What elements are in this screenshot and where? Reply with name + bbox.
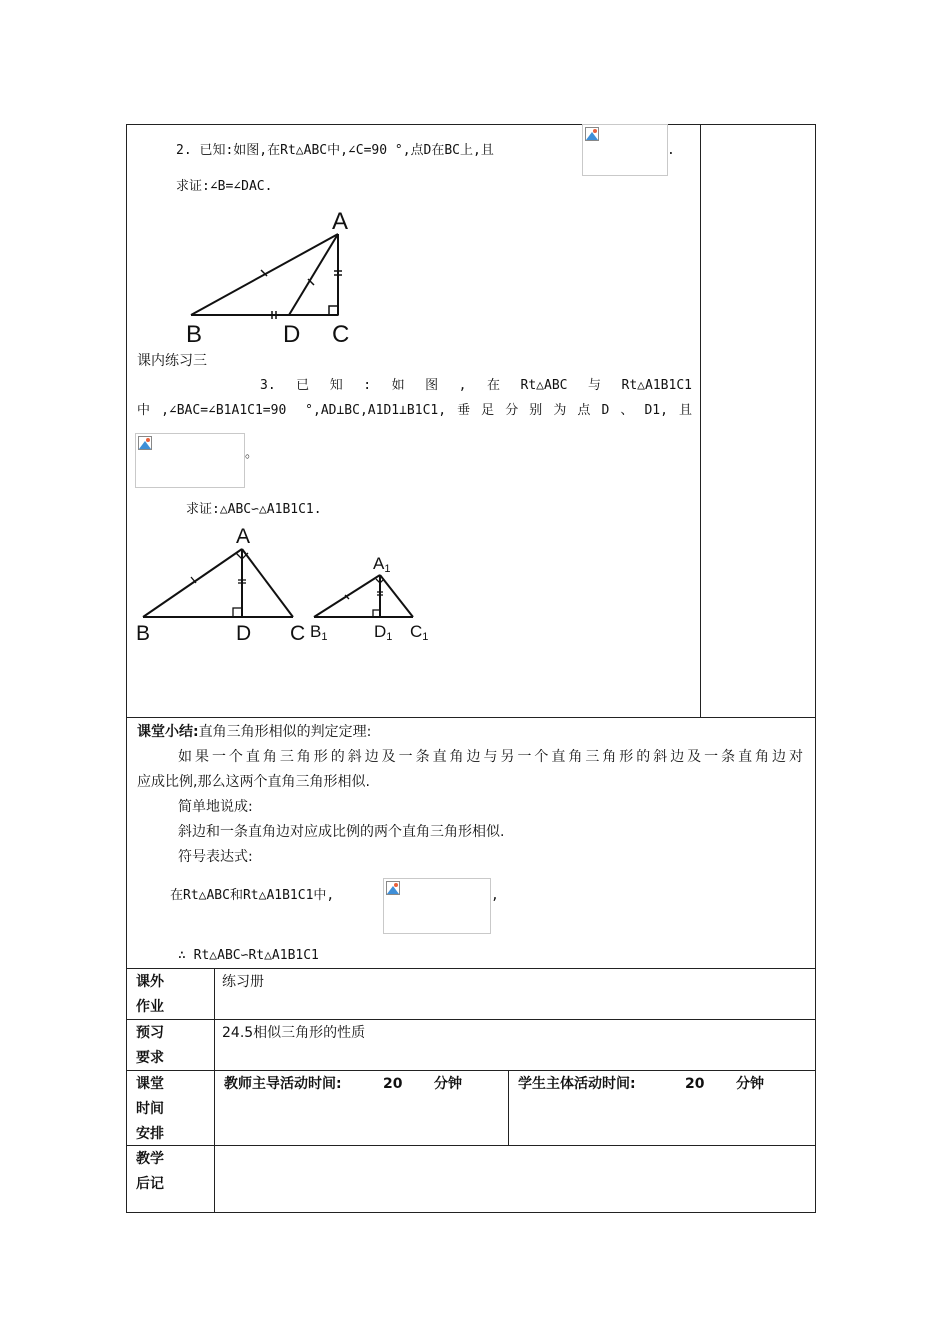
ex3-token: 如	[391, 378, 405, 393]
student-time-value: 20	[685, 1076, 705, 1092]
exercise3-prove: 求证:△ABC∽△A1B1C1.	[186, 502, 322, 517]
symbol-label: 符号表达式:	[178, 849, 253, 865]
vertex-subscript: 1	[321, 631, 328, 643]
vertex-label-d: D	[283, 321, 301, 348]
time-label-2: 时间	[136, 1101, 164, 1117]
ex3-token: 与	[588, 378, 602, 393]
row-divider-preview	[126, 1019, 816, 1020]
vertex-label-d1	[374, 622, 392, 643]
formula-image-summary	[383, 878, 491, 934]
summary-label: 课堂小结:	[137, 724, 199, 740]
summary-title: 直角三角形相似的判定定理:	[198, 724, 372, 740]
notes-label-2: 后记	[136, 1176, 164, 1192]
time-label-1: 课堂	[136, 1076, 164, 1092]
vertex-label-c: C	[290, 622, 306, 645]
vertex-subscript: 1	[386, 631, 393, 643]
ex3-token: 在	[486, 378, 500, 393]
summary-para-line2: 应成比例,那么这两个直角三角形相似.	[137, 774, 370, 790]
homework-label-1: 课外	[136, 974, 164, 990]
vertex-label-a: A	[236, 525, 251, 548]
ex3-token: 已	[296, 378, 310, 393]
simple-text: 斜边和一条直角边对应成比例的两个直角三角形相似.	[178, 824, 505, 840]
triangle-figures-ex3	[130, 520, 450, 650]
formula-image-ex2	[582, 124, 668, 176]
vertex-label-c: C	[332, 321, 350, 348]
row-divider-notes	[126, 1145, 816, 1146]
row-divider-homework	[126, 968, 816, 969]
vertex-subscript: 1	[384, 563, 391, 575]
vertex-label-a1	[373, 554, 390, 575]
exercise3-period: 。	[245, 446, 259, 461]
teacher-time-unit: 分钟	[434, 1076, 462, 1092]
homework-label-2: 作业	[136, 999, 164, 1015]
ex3-token: :	[363, 378, 372, 393]
summary-para-line1: 如果一个直角三角形的斜边及一条直角边与另一个直角三角形的斜边及一条直角边对	[178, 749, 803, 765]
formula-suffix: ,	[491, 888, 499, 903]
ex3-token: 图	[425, 378, 439, 393]
vertex-letter: B	[310, 622, 322, 641]
time-column-divider	[508, 1070, 509, 1146]
vertex-label-d: D	[236, 622, 252, 645]
vertex-subscript: 1	[422, 631, 429, 643]
triangle-figure-ex2	[180, 200, 380, 350]
formula-prefix: 在Rt△ABC和Rt△A1B1C1中,	[170, 888, 335, 903]
section3-heading: 课内练习三	[137, 353, 207, 369]
preview-label-1: 预习	[136, 1025, 164, 1041]
time-label-3: 安排	[136, 1126, 164, 1142]
vertex-letter: C	[410, 622, 423, 641]
conclusion: ∴ Rt△ABC∽Rt△A1B1C1	[178, 948, 319, 963]
ex3-token: Rt△A1B1C1	[621, 378, 692, 393]
ex3-token: ,	[458, 378, 467, 393]
broken-image-icon	[138, 436, 152, 450]
student-time-label: 学生主体活动时间:	[518, 1076, 636, 1092]
vertex-label-b: B	[136, 622, 151, 645]
row-divider-summary	[126, 717, 816, 718]
exercise2-statement: 2. 已知:如图,在Rt△ABC中,∠C=90 °,点D在BC上,且	[176, 143, 494, 158]
table-right-border	[815, 124, 816, 1213]
student-time-unit: 分钟	[736, 1076, 764, 1092]
simple-label: 简单地说成:	[178, 799, 253, 815]
ex3-token: 3.	[260, 378, 276, 393]
table-left-border	[126, 124, 127, 1213]
ex3-token: Rt△ABC	[520, 378, 568, 393]
formula-image-ex3	[135, 433, 245, 488]
exercise3-statement-line1	[260, 376, 692, 396]
row-divider-time	[126, 1070, 816, 1071]
vertex-label-b1	[310, 622, 327, 643]
summary-heading	[137, 722, 371, 742]
vertex-label-a: A	[332, 208, 349, 235]
vertex-letter: D	[374, 622, 387, 641]
ex3-token: 知	[329, 378, 343, 393]
table-bottom-border	[126, 1212, 816, 1213]
broken-image-icon	[585, 127, 599, 141]
table-top-border	[126, 124, 816, 125]
exercise2-period: .	[667, 143, 675, 158]
exercise2-prove: 求证:∠B=∠DAC.	[176, 179, 273, 194]
vertex-label-b: B	[186, 321, 203, 348]
notes-label-1: 教学	[136, 1151, 164, 1167]
vertex-letter: A	[373, 554, 385, 573]
teacher-time-label: 教师主导活动时间:	[224, 1076, 342, 1092]
teacher-time-value: 20	[383, 1076, 403, 1092]
preview-content: 24.5相似三角形的性质	[222, 1025, 366, 1041]
exercise3-statement-line2: 中,∠BAC=∠B1A1C1=90 °,AD⊥BC,A1D1⊥B1C1,垂足分别为点D、D1,且	[137, 403, 692, 418]
homework-content: 练习册	[222, 974, 264, 990]
vertex-label-c1	[410, 622, 428, 643]
label-column-divider	[214, 968, 215, 1213]
preview-label-2: 要求	[136, 1050, 164, 1066]
side-column-divider	[700, 124, 701, 718]
broken-image-icon	[386, 881, 400, 895]
